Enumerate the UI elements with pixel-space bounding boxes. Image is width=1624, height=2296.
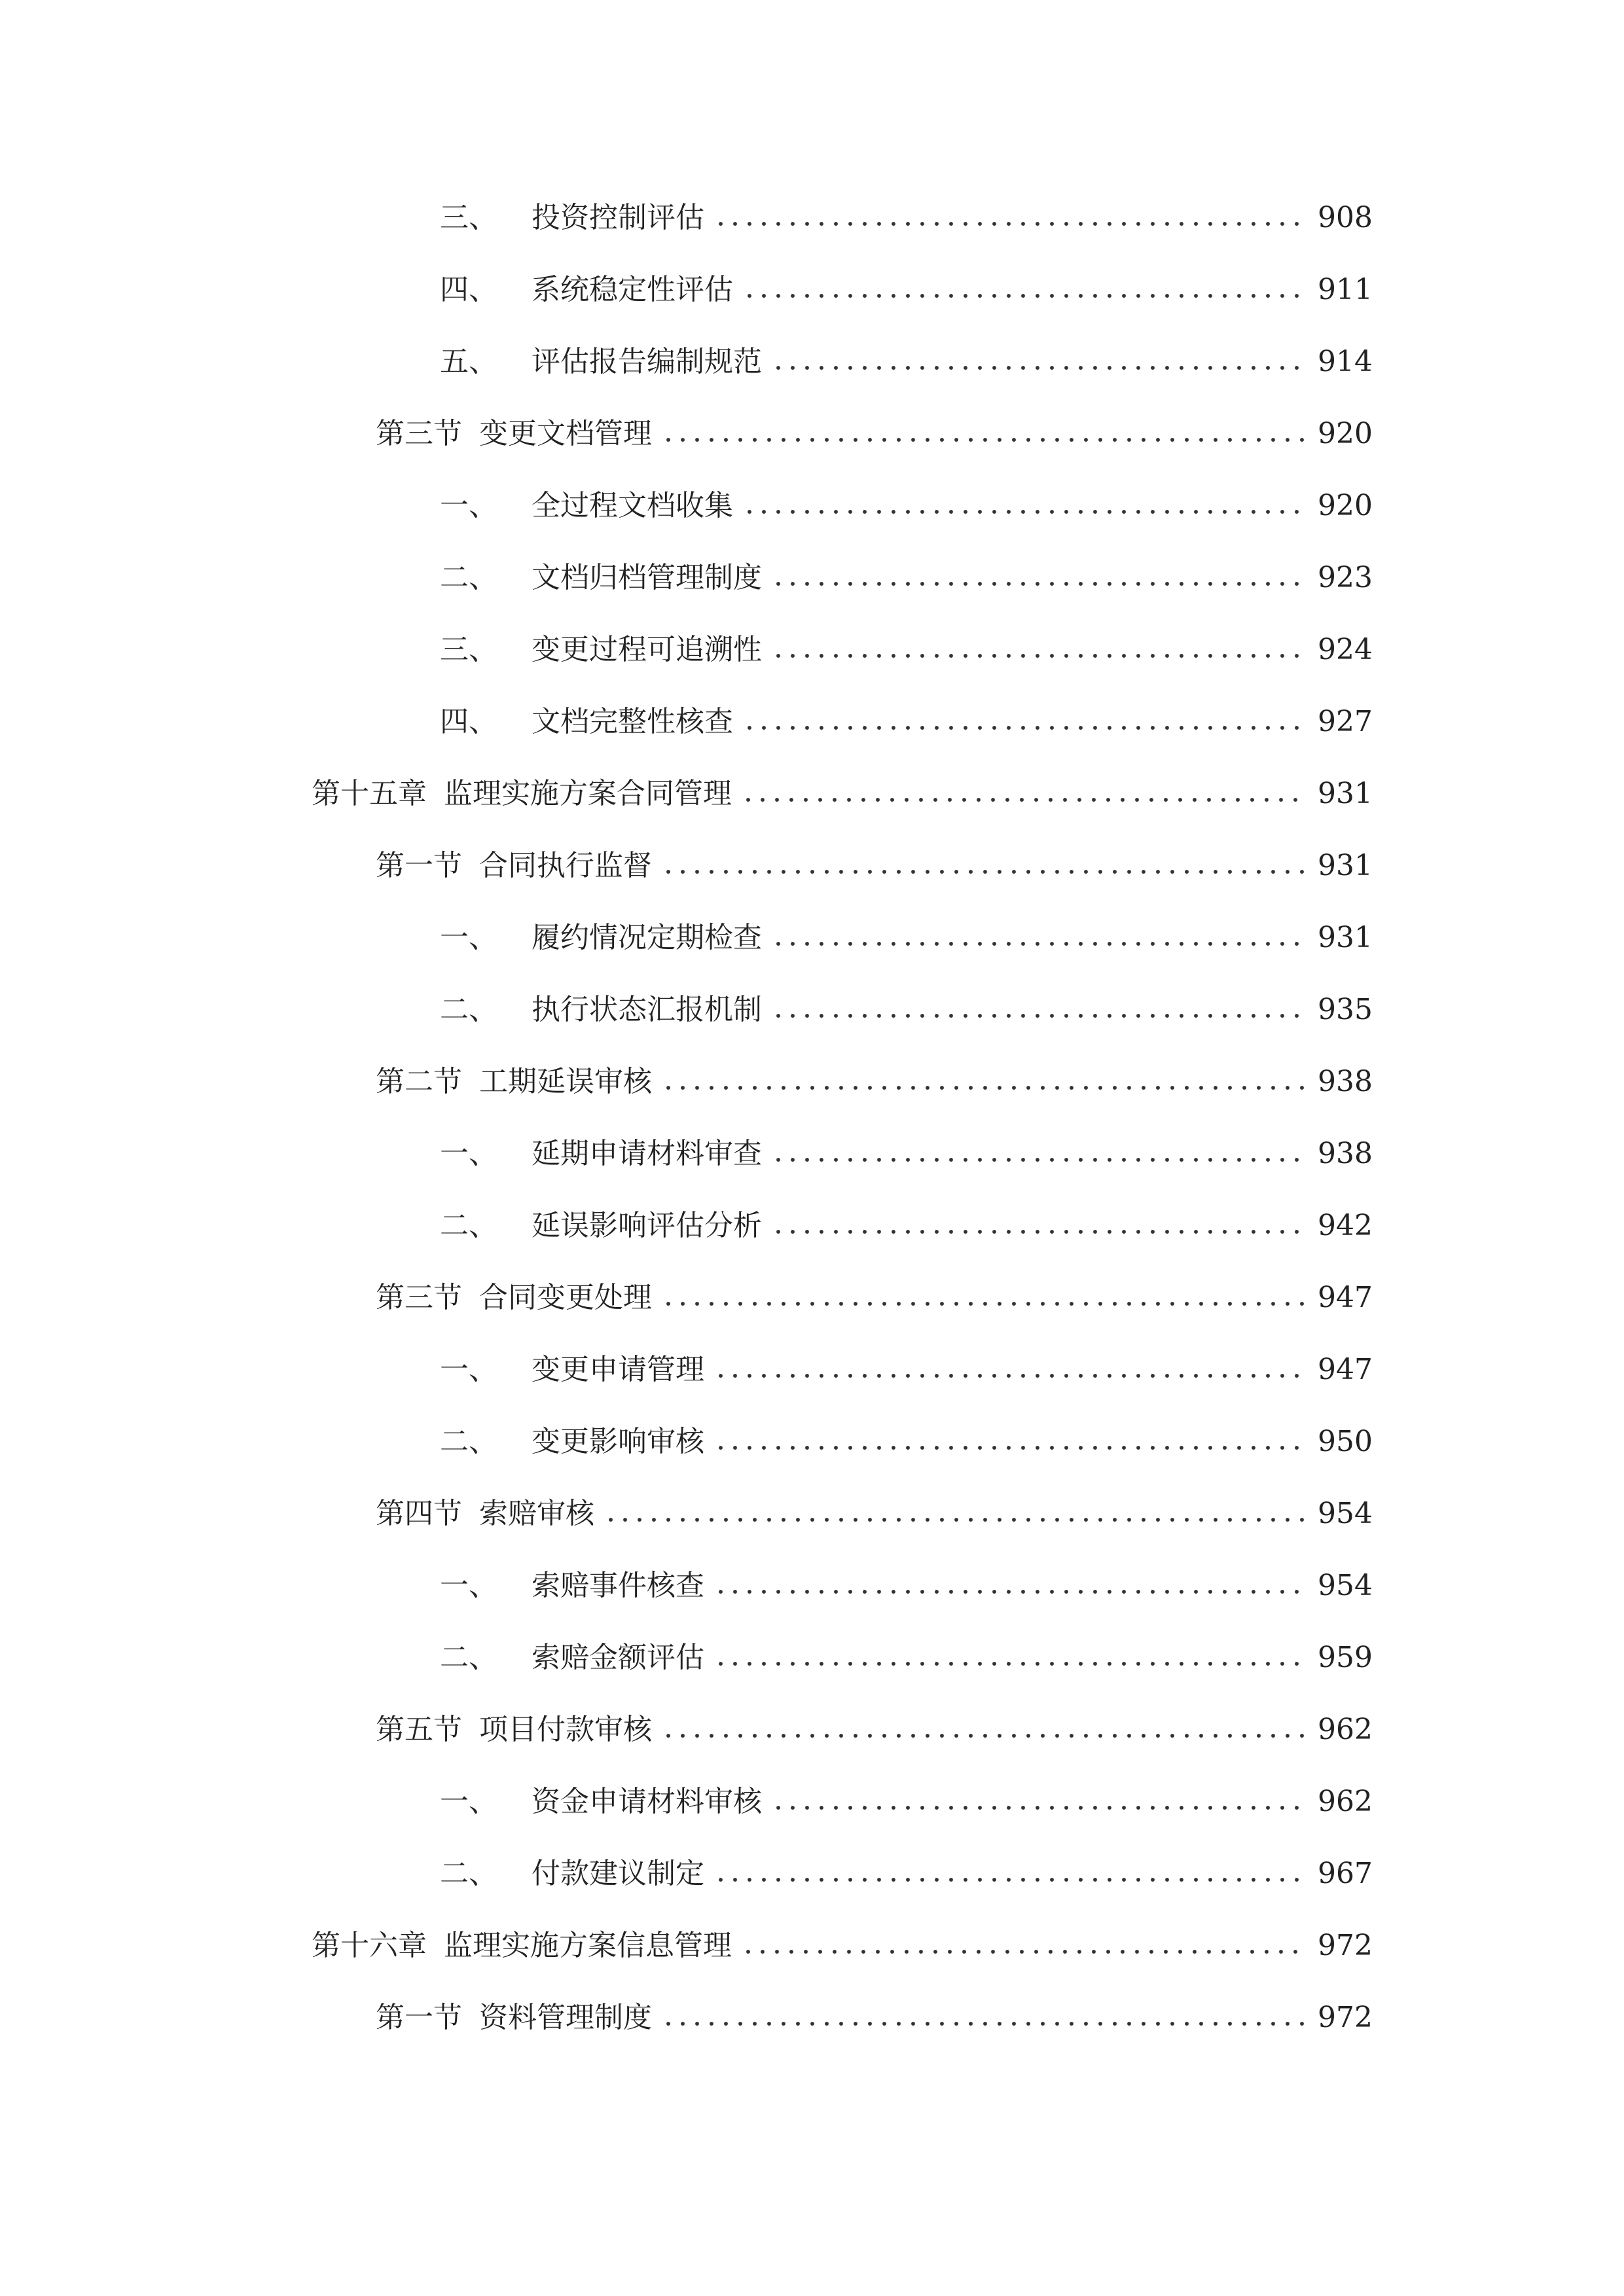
toc-entry-title: 投资控制评估 bbox=[532, 201, 704, 234]
dot-leader bbox=[771, 652, 1305, 660]
toc-entry-title: 索赔审核 bbox=[479, 1497, 594, 1530]
toc-entry-title: 监理实施方案合同管理 bbox=[444, 777, 732, 810]
toc-entry-number: 五、 bbox=[440, 345, 497, 378]
toc-entry-page: 931 bbox=[1318, 849, 1373, 882]
toc-entry[interactable] bbox=[312, 768, 1373, 820]
toc-entry-page: 947 bbox=[1318, 1281, 1373, 1314]
toc-entry[interactable] bbox=[440, 1128, 1373, 1180]
toc-entry[interactable] bbox=[440, 912, 1373, 964]
toc-entry[interactable] bbox=[376, 840, 1373, 892]
toc-entry-title: 资金申请材料审核 bbox=[532, 1785, 762, 1818]
toc-entry-number: 一、 bbox=[440, 1569, 497, 1602]
toc-entry-page: 972 bbox=[1318, 1929, 1373, 1962]
toc-entry-title: 资料管理制度 bbox=[479, 2001, 652, 2034]
toc-entry-number: 二、 bbox=[440, 1641, 497, 1674]
toc-entry[interactable] bbox=[440, 264, 1373, 316]
toc-entry-title: 工期延误审核 bbox=[479, 1065, 652, 1098]
toc-entry-number: 三、 bbox=[440, 633, 497, 666]
toc-entry-number: 二、 bbox=[440, 1857, 497, 1890]
toc-entry[interactable] bbox=[440, 336, 1373, 388]
toc-entry-title: 付款建议制定 bbox=[532, 1857, 704, 1890]
toc-entry-page: 962 bbox=[1318, 1713, 1373, 1746]
toc-entry[interactable] bbox=[440, 1416, 1373, 1468]
toc-entry-page: 920 bbox=[1318, 417, 1373, 450]
dot-leader bbox=[771, 1156, 1305, 1164]
toc-entry-title: 变更过程可追溯性 bbox=[532, 633, 762, 666]
dot-leader bbox=[713, 1372, 1305, 1380]
toc-entry-title: 延期申请材料审查 bbox=[532, 1137, 762, 1170]
toc-entry-number: 一、 bbox=[440, 1137, 497, 1170]
dot-leader bbox=[771, 580, 1305, 588]
toc-entry-title: 合同变更处理 bbox=[479, 1281, 652, 1314]
toc-entry-title: 全过程文档收集 bbox=[532, 489, 733, 522]
toc-entry-title: 项目付款审核 bbox=[479, 1713, 652, 1746]
dot-leader bbox=[771, 1804, 1305, 1812]
dot-leader bbox=[713, 1876, 1305, 1884]
toc-entry[interactable] bbox=[312, 1920, 1373, 1972]
toc-entry[interactable] bbox=[440, 1344, 1373, 1396]
toc-entry-number: 二、 bbox=[440, 561, 497, 594]
toc-entry-number: 第一节 bbox=[376, 849, 462, 882]
toc-entry-title: 监理实施方案信息管理 bbox=[444, 1929, 732, 1962]
toc-entry[interactable] bbox=[376, 408, 1373, 460]
toc-entry-number: 第一节 bbox=[376, 2001, 462, 2034]
toc-entry-title: 变更影响审核 bbox=[532, 1425, 704, 1458]
toc-entry-number: 第三节 bbox=[376, 1281, 462, 1314]
toc-entry-title: 变更文档管理 bbox=[479, 417, 652, 450]
toc-entry[interactable] bbox=[440, 624, 1373, 676]
toc-entry[interactable] bbox=[440, 552, 1373, 604]
toc-entry[interactable] bbox=[440, 1200, 1373, 1252]
dot-leader bbox=[742, 724, 1305, 732]
toc-entry-page: 920 bbox=[1318, 489, 1373, 522]
toc-entry-page: 959 bbox=[1318, 1641, 1373, 1674]
dot-leader bbox=[771, 1228, 1305, 1236]
toc-entry[interactable] bbox=[440, 192, 1373, 244]
toc-entry[interactable] bbox=[376, 1704, 1373, 1756]
toc-entry-page: 942 bbox=[1318, 1209, 1373, 1242]
toc-entry-title: 文档完整性核查 bbox=[532, 705, 733, 738]
toc-entry-number: 第十五章 bbox=[312, 777, 427, 810]
toc-entry-number: 一、 bbox=[440, 489, 497, 522]
toc-entry-page: 908 bbox=[1318, 201, 1373, 234]
toc-entry-page: 924 bbox=[1318, 633, 1373, 666]
toc-entry-page: 927 bbox=[1318, 705, 1373, 738]
dot-leader bbox=[604, 1516, 1305, 1524]
toc-entry-page: 947 bbox=[1318, 1353, 1373, 1386]
toc-entry-page: 954 bbox=[1318, 1497, 1373, 1530]
toc-entry[interactable] bbox=[440, 480, 1373, 532]
toc-entry-number: 二、 bbox=[440, 993, 497, 1026]
toc-entry-page: 935 bbox=[1318, 993, 1373, 1026]
toc-entry-page: 938 bbox=[1318, 1137, 1373, 1170]
dot-leader bbox=[771, 1012, 1305, 1020]
dot-leader bbox=[661, 1300, 1305, 1308]
toc-entry-number: 一、 bbox=[440, 921, 497, 954]
toc-entry-title: 索赔金额评估 bbox=[532, 1641, 704, 1674]
toc-entry-page: 962 bbox=[1318, 1785, 1373, 1818]
toc-entry-number: 第十六章 bbox=[312, 1929, 427, 1962]
toc-entry-number: 第二节 bbox=[376, 1065, 462, 1098]
toc-entry-page: 923 bbox=[1318, 561, 1373, 594]
toc-entry[interactable] bbox=[440, 1632, 1373, 1684]
toc-entry-page: 950 bbox=[1318, 1425, 1373, 1458]
dot-leader bbox=[661, 436, 1305, 444]
dot-leader bbox=[713, 1660, 1305, 1668]
toc-entry[interactable] bbox=[376, 1272, 1373, 1324]
toc-entry[interactable] bbox=[376, 1992, 1373, 2044]
toc-entry-number: 四、 bbox=[440, 705, 497, 738]
dot-leader bbox=[713, 1444, 1305, 1452]
toc-entry-page: 954 bbox=[1318, 1569, 1373, 1602]
dot-leader bbox=[713, 220, 1305, 228]
dot-leader bbox=[771, 940, 1305, 948]
toc-entry-number: 四、 bbox=[440, 273, 497, 306]
toc-entry-number: 第三节 bbox=[376, 417, 462, 450]
toc-entry-title: 执行状态汇报机制 bbox=[532, 993, 762, 1026]
dot-leader bbox=[713, 1588, 1305, 1596]
toc-entry[interactable] bbox=[440, 1560, 1373, 1612]
dot-leader bbox=[661, 868, 1305, 876]
toc-entry-title: 索赔事件核查 bbox=[532, 1569, 704, 1602]
dot-leader bbox=[661, 1084, 1305, 1092]
toc-entry-page: 914 bbox=[1318, 345, 1373, 378]
toc-entry-page: 938 bbox=[1318, 1065, 1373, 1098]
toc-entry-title: 文档归档管理制度 bbox=[532, 561, 762, 594]
dot-leader bbox=[771, 364, 1305, 372]
toc-entry-number: 一、 bbox=[440, 1785, 497, 1818]
toc-entry-title: 合同执行监督 bbox=[479, 849, 652, 882]
toc-entry-number: 二、 bbox=[440, 1209, 497, 1242]
dot-leader bbox=[741, 796, 1305, 804]
toc-entry-page: 931 bbox=[1318, 777, 1373, 810]
toc-entry-title: 评估报告编制规范 bbox=[532, 345, 762, 378]
dot-leader bbox=[742, 292, 1305, 300]
toc-entry[interactable] bbox=[376, 1488, 1373, 1540]
toc-entry-title: 系统稳定性评估 bbox=[532, 273, 733, 306]
toc-entry[interactable] bbox=[440, 1848, 1373, 1900]
toc-entry-title: 延误影响评估分析 bbox=[532, 1209, 762, 1242]
toc-entry-number: 二、 bbox=[440, 1425, 497, 1458]
toc-entry[interactable] bbox=[440, 984, 1373, 1036]
toc-entry-number: 一、 bbox=[440, 1353, 497, 1386]
toc-entry-number: 第五节 bbox=[376, 1713, 462, 1746]
toc-entry-page: 972 bbox=[1318, 2001, 1373, 2034]
dot-leader bbox=[742, 508, 1305, 516]
dot-leader bbox=[661, 1732, 1305, 1740]
toc-entry[interactable] bbox=[440, 696, 1373, 748]
toc-entry-title: 变更申请管理 bbox=[532, 1353, 704, 1386]
toc-entry-number: 三、 bbox=[440, 201, 497, 234]
toc-entry[interactable] bbox=[376, 1056, 1373, 1108]
dot-leader bbox=[741, 1948, 1305, 1956]
toc-entry-page: 911 bbox=[1318, 273, 1373, 306]
toc-entry-page: 931 bbox=[1318, 921, 1373, 954]
toc-entry-page: 967 bbox=[1318, 1857, 1373, 1890]
dot-leader bbox=[661, 2020, 1305, 2028]
toc-entry-number: 第四节 bbox=[376, 1497, 462, 1530]
toc-entry[interactable] bbox=[440, 1776, 1373, 1828]
toc-entry-title: 履约情况定期检查 bbox=[532, 921, 762, 954]
